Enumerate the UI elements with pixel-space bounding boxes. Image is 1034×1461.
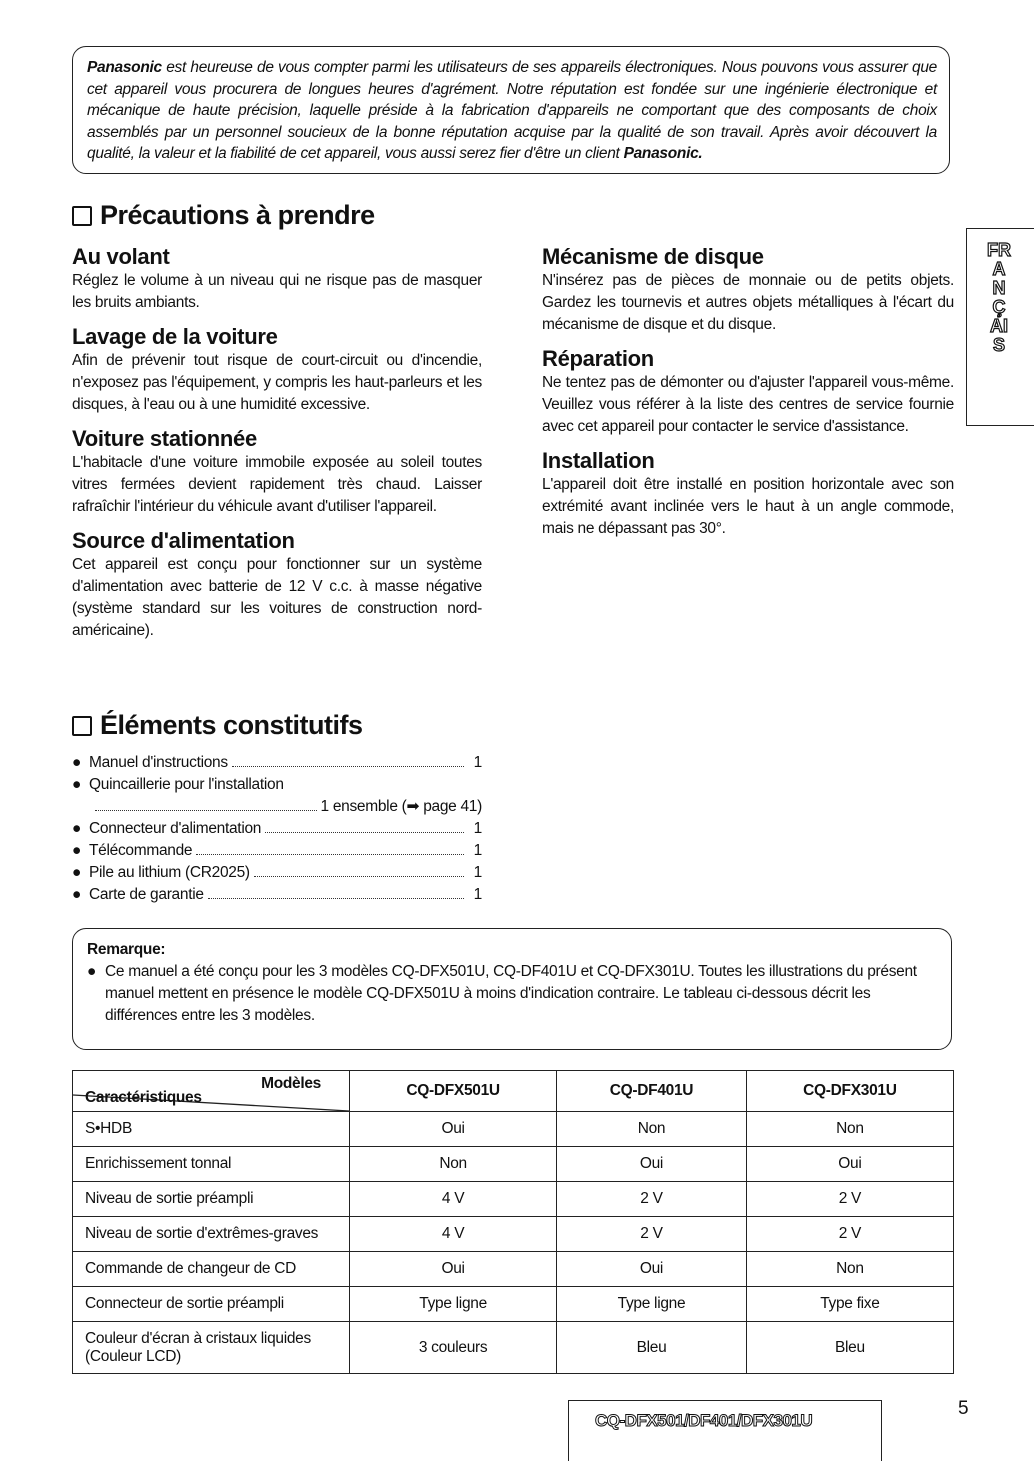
table-row: Niveau de sortie préampli 4 V 2 V 2 V (73, 1182, 954, 1217)
components-title: Éléments constitutifs (72, 710, 363, 741)
intro-text: est heureuse de vous compter parmi les utilisateurs de ses appareils électroniques. Nous pouvons vous assurer que cet appareil vous procurera de longues heures d'agrément. Notre réputation est fondée sur une ingénierie électronique et mécanique de haute précision, laquelle préside à la fabrication d'appareils ne comportant que des composants de choix assemblés par un personnel soucieux de la bonne réputation acquise par la qualité de son travail. Après avoir découvert la qualité, la valeur et la fiabilité de cet appareil, vous aussi serez fier d'être un client (87, 59, 937, 162)
language-tab (966, 228, 1034, 426)
note-text: Ce manuel a été conçu pour les 3 modèles CQ-DFX501U, CQ-DF401U et CQ-DFX301U. Toutes les illustrations du présent manuel mettent en présence le modèle CQ-DFX501U à moins d'indication contraire. Le tableau ci-dessous décrit les différences entre les 3 modèles. (105, 963, 917, 1024)
heading-reparation: Réparation (542, 346, 654, 371)
body-reparation: Ne tentez pas de démonter ou d'ajuster l'appareil vous-même. Veuillez vous référer à la liste des centres de service fournie avec cet appareil pour contacter le service d'assistance. (542, 374, 954, 435)
model-header: CQ-DFX301U (746, 1071, 953, 1112)
body-voiture-stationnee: L'habitacle d'une voiture immobile exposée au soleil toutes vitres fermées devient rapidement très chaud. Laisser rafraîchir l'intérieur du véhicule avant d'utiliser l'appareil. (72, 454, 482, 515)
list-item: ● Pile au lithium (CR2025) 1 (72, 864, 482, 881)
heading-installation: Installation (542, 448, 655, 473)
table-row: Niveau de sortie d'extrêmes-graves 4 V 2 V 2 V (73, 1217, 954, 1252)
note-title: Remarque: (87, 941, 166, 958)
intro-box (72, 46, 950, 174)
table-row: Commande de changeur de CD Oui Oui Non (73, 1252, 954, 1287)
body-lavage: Afin de prévenir tout risque de court-circuit ou d'incendie, n'exposez pas l'équipement, y compris les haut-parleurs et les disques, à l'eau ou à une humidité excessive. (72, 352, 482, 413)
heading-source-alimentation: Source d'alimentation (72, 528, 295, 553)
table-row: Enrichissement tonnal Non Oui Oui (73, 1147, 954, 1182)
corner-features: Caractéristiques (85, 1089, 202, 1106)
table-header-row (73, 1071, 954, 1112)
body-au-volant: Réglez le volume à un niveau qui ne risque pas de masquer les bruits ambiants. (72, 272, 482, 311)
checkbox-square-icon (72, 716, 92, 736)
table-corner-cell (73, 1071, 350, 1112)
heading-au-volant: Au volant (72, 244, 170, 269)
model-header: CQ-DFX501U (350, 1071, 557, 1112)
table-row: Connecteur de sortie préampli Type ligne Type ligne Type fixe (73, 1287, 954, 1322)
footer-models: CQ-DFX501/DF401/DFX301U (595, 1411, 813, 1430)
heading-mecanisme: Mécanisme de disque (542, 244, 764, 269)
body-source-alimentation: Cet appareil est conçu pour fonctionner sur un système d'alimentation avec batterie de 12 V c.c. à masse négative (système standard sur les voitures de construction nord-américaine). (72, 556, 482, 639)
body-installation: L'appareil doit être installé en position horizontale avec son extrémité avant inclinée vers le haut à un angle commode, mais ne dépassant pas 30°. (542, 476, 954, 537)
list-item: ● Quincaillerie pour l'installation (72, 776, 284, 793)
list-item: ● Télécommande 1 (72, 842, 482, 859)
heading-voiture-stationnee: Voiture stationnée (72, 426, 257, 451)
brand-name: Panasonic (87, 59, 162, 76)
heading-lavage: Lavage de la voiture (72, 324, 278, 349)
list-item: ● Carte de garantie 1 (72, 886, 482, 903)
corner-models: Modèles (261, 1075, 321, 1092)
brand-name-end: Panasonic. (623, 145, 703, 162)
model-header: CQ-DF401U (557, 1071, 747, 1112)
note-box: Remarque: ● Ce manuel a été conçu pour les 3 modèles CQ-DFX501U, CQ-DF401U et CQ-DFX301U. Toutes les illustrations du présent manuel mettent en présence le modèle CQ-DFX501U à moins d'indication contraire. Le tableau ci-dessous décrit les différences entre les 3 modèles. (72, 928, 952, 1050)
list-item: ● Connecteur d'alimentation 1 (72, 820, 482, 837)
precautions-left-column (72, 244, 482, 652)
models-table (72, 1070, 954, 1374)
language-tab-label: FRANÇAIS (987, 240, 1011, 355)
checkbox-square-icon (72, 206, 92, 226)
precautions-title: Précautions à prendre (72, 200, 375, 231)
list-item: ● Manuel d'instructions 1 (72, 754, 482, 771)
body-mecanisme: N'insérez pas de pièces de monnaie ou de petits objets. Gardez les tournevis et autres objets métalliques à l'écart du mécanisme de disque et du disque. (542, 272, 954, 333)
components-list (72, 752, 482, 906)
list-item: 1 ensemble (➡ page 41) (72, 796, 482, 818)
table-row: S•HDB Oui Non Non (73, 1112, 954, 1147)
precautions-right-column (542, 244, 954, 550)
table-row: Couleur d'écran à cristaux liquides (Couleur LCD) 3 couleurs Bleu Bleu (73, 1322, 954, 1374)
page-number: 5 (958, 1398, 969, 1419)
